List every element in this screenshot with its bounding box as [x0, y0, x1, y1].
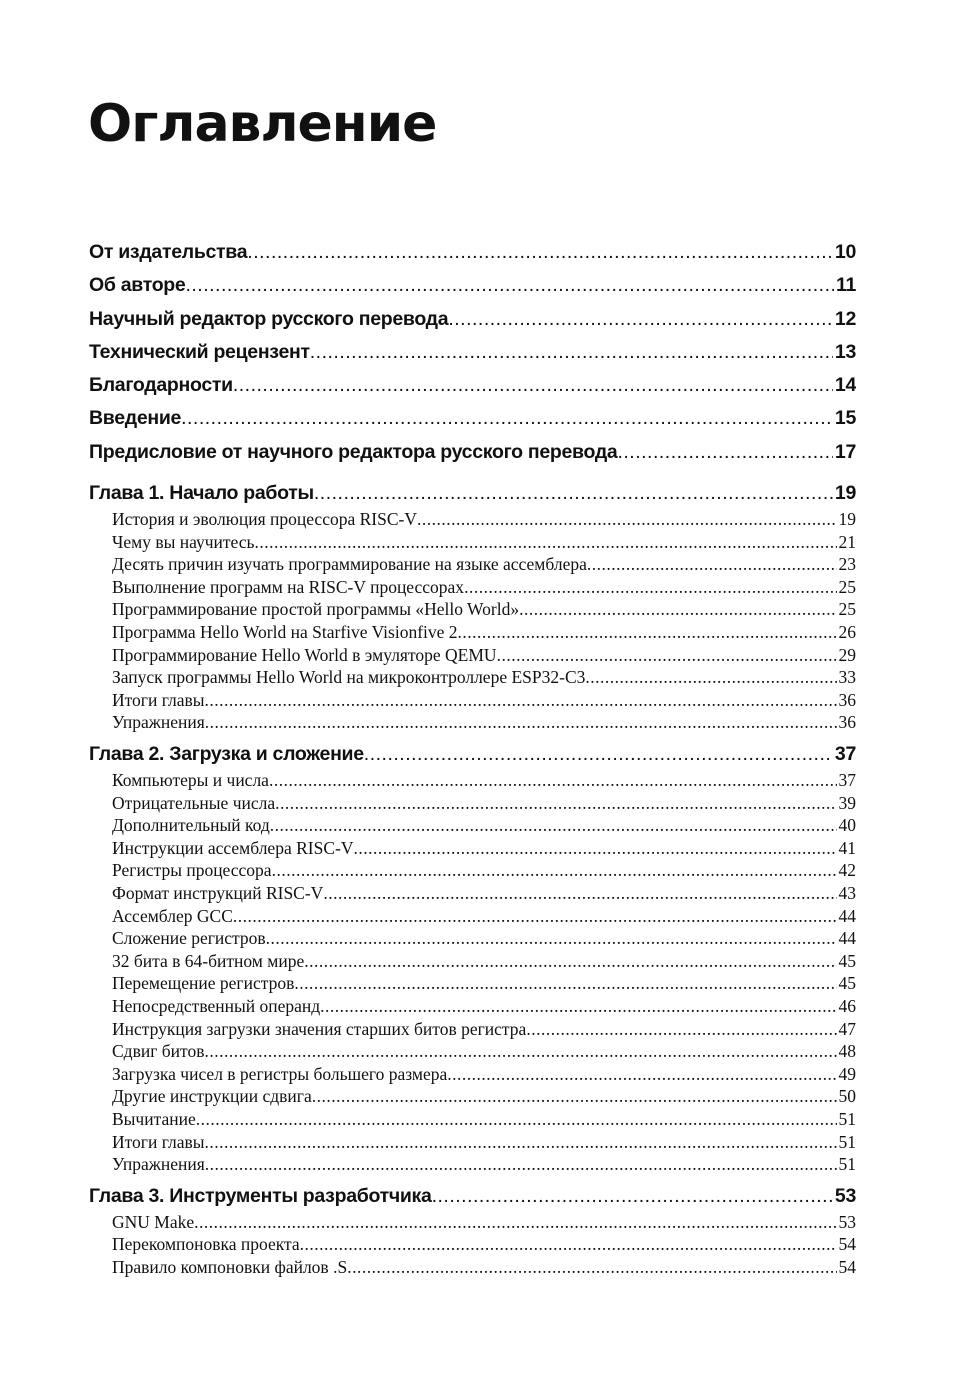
dot-leader — [353, 837, 836, 860]
toc-entry-page-number: 37 — [838, 770, 856, 791]
toc-section-entry[interactable] — [89, 1131, 856, 1154]
toc-entry-title: История и эволюция процессора RISC-V — [112, 509, 417, 530]
dot-leader — [204, 1040, 836, 1063]
toc-entry-page-number: 29 — [838, 644, 856, 665]
toc-entry-page-number: 19 — [838, 509, 856, 530]
toc-entry-title: Формат инструкций RISC-V — [112, 882, 324, 903]
dot-leader — [233, 369, 833, 402]
toc-entry-page-number: 23 — [838, 554, 856, 575]
toc-entry-title: Непосредственный операнд — [112, 995, 321, 1016]
toc-entry-page-number: 42 — [838, 860, 856, 881]
toc-entry-page-number: 51 — [838, 1131, 856, 1152]
toc-entry-title: Чему вы научитесь — [112, 531, 255, 552]
toc-entry-page-number: 12 — [834, 307, 856, 330]
toc-entry-page-number: 26 — [838, 622, 856, 643]
toc-entry-title: Инструкция загрузки значения старших битов регистра — [112, 1018, 527, 1039]
dot-leader — [185, 269, 834, 302]
toc-front-matter-entry[interactable] — [89, 369, 856, 402]
toc-entry-title: Перемещение регистров — [112, 973, 295, 994]
toc-entry-title: 32 бита в 64-битном мире — [112, 950, 305, 971]
toc-front-matter-entry[interactable] — [89, 236, 856, 269]
toc-entry-page-number: 54 — [838, 1256, 856, 1277]
toc-section-entry[interactable] — [89, 508, 856, 531]
dot-leader — [304, 950, 836, 973]
toc-entry-title: Итоги главы — [112, 1131, 205, 1152]
toc-entry-page-number: 11 — [835, 274, 856, 297]
toc-entry-page-number: 13 — [834, 340, 856, 363]
dot-leader — [314, 478, 833, 508]
toc-entry-page-number: 33 — [838, 667, 856, 688]
dot-leader — [519, 598, 836, 621]
toc-entry-title: Выполнение программ на RISC-V процессорах — [112, 576, 465, 597]
toc-section-entry[interactable] — [89, 927, 856, 950]
dot-leader — [205, 1153, 837, 1176]
toc-entry-page-number: 44 — [838, 905, 856, 926]
toc-entry-title: Сложение регистров — [112, 928, 266, 949]
dot-leader — [270, 814, 837, 837]
toc-entry-title: Упражнения — [112, 1154, 205, 1175]
chapter-block — [89, 478, 856, 734]
dot-leader — [300, 1233, 837, 1256]
toc-entry-page-number: 50 — [838, 1086, 856, 1107]
toc-front-matter-entry[interactable] — [89, 436, 856, 469]
toc-entry-title: Глава 1. Начало работы — [89, 482, 314, 505]
dot-leader — [364, 739, 833, 769]
toc-entry-title: Глава 2. Загрузка и сложение — [89, 743, 364, 766]
toc-entry-page-number: 17 — [834, 440, 856, 463]
dot-leader — [205, 711, 837, 734]
toc-entry-title: Правило компоновки файлов .S — [112, 1256, 348, 1277]
toc-entry-page-number: 25 — [838, 576, 856, 597]
toc-entry-page-number: 47 — [838, 1018, 856, 1039]
toc-section-entry[interactable] — [89, 792, 856, 815]
toc-section-entry[interactable] — [89, 711, 856, 734]
dot-leader — [347, 1256, 836, 1279]
dot-leader — [432, 1181, 833, 1211]
dot-leader — [585, 666, 836, 689]
dot-leader — [275, 792, 836, 815]
toc-section-entry[interactable] — [89, 995, 856, 1018]
toc-section-entry[interactable] — [89, 1018, 856, 1041]
toc-section-entry[interactable] — [89, 1233, 856, 1256]
toc-chapter-entry[interactable] — [89, 1181, 856, 1211]
toc-entry-page-number: 39 — [838, 792, 856, 813]
toc-entry-page-number: 37 — [834, 743, 856, 766]
dot-leader — [247, 236, 833, 269]
toc-entry-title: Ассемблер GCC — [112, 905, 233, 926]
toc-front-matter-entry[interactable] — [89, 269, 856, 302]
dot-leader — [196, 1108, 837, 1131]
dot-leader — [464, 576, 836, 599]
toc-entry-page-number: 49 — [838, 1063, 856, 1084]
dot-leader — [266, 927, 837, 950]
toc-entry-title: Регистры процессора — [112, 860, 272, 881]
dot-leader — [205, 1131, 837, 1154]
toc-entry-page-number: 36 — [838, 689, 856, 710]
toc-entry-page-number: 19 — [834, 482, 856, 505]
toc-entry-title: Упражнения — [112, 712, 205, 733]
toc-section-entry[interactable] — [89, 1063, 856, 1086]
toc-entry-title: Программирование простой программы «Hello World» — [112, 599, 520, 620]
toc-section-entry[interactable] — [89, 859, 856, 882]
toc-entry-title: Загрузка чисел в регистры большего размера — [112, 1063, 448, 1084]
toc-section-entry[interactable] — [89, 905, 856, 928]
dot-leader — [312, 1085, 837, 1108]
toc-entry-page-number: 15 — [834, 407, 856, 430]
dot-leader — [272, 859, 837, 882]
toc-entry-page-number: 46 — [838, 995, 856, 1016]
toc-section-entry[interactable] — [89, 769, 856, 792]
toc-entry-title: Инструкции ассемблера RISC-V — [112, 837, 354, 858]
toc-section-entry[interactable] — [89, 598, 856, 621]
toc-entry-title: Итоги главы — [112, 689, 205, 710]
dot-leader — [417, 508, 837, 531]
toc-entry-title: Компьютеры и числа — [112, 770, 269, 791]
toc-section-entry[interactable] — [89, 972, 856, 995]
toc-entry-title: Другие инструкции сдвига — [112, 1086, 312, 1107]
toc-entry-title: От издательства — [89, 241, 248, 263]
toc-section-entry[interactable] — [89, 644, 856, 667]
toc-chapter-entry[interactable] — [89, 739, 856, 769]
toc-entry-page-number: 25 — [838, 599, 856, 620]
dot-leader — [587, 553, 837, 576]
table-of-contents — [89, 236, 856, 1278]
toc-section-entry[interactable] — [89, 1040, 856, 1063]
toc-section-entry[interactable] — [89, 882, 856, 905]
toc-section-entry[interactable] — [89, 1256, 856, 1279]
toc-section-entry[interactable] — [89, 689, 856, 712]
toc-entry-title: Научный редактор русского перевода — [89, 307, 449, 330]
page-title: Оглавление — [88, 94, 437, 154]
toc-entry-page-number: 54 — [838, 1234, 856, 1255]
toc-entry-title: Десять причин изучать программирование на языке ассемблера — [112, 554, 587, 575]
dot-leader — [269, 769, 837, 792]
toc-entry-page-number: 14 — [834, 374, 856, 397]
toc-section-entry[interactable] — [89, 1108, 856, 1131]
dot-leader — [320, 995, 836, 1018]
toc-entry-title: Глава 3. Инструменты разработчика — [89, 1184, 432, 1207]
toc-entry-title: Вычитание — [112, 1108, 196, 1129]
dot-leader — [617, 436, 832, 469]
toc-entry-page-number: 51 — [838, 1154, 856, 1175]
toc-entry-page-number: 21 — [838, 531, 856, 552]
toc-entry-page-number: 10 — [834, 241, 856, 263]
chapter-block — [89, 739, 856, 1176]
dot-leader — [497, 644, 837, 667]
toc-entry-title: Программирование Hello World в эмуляторе QEMU — [112, 644, 497, 665]
dot-leader — [233, 905, 837, 928]
toc-entry-page-number: 41 — [838, 837, 856, 858]
toc-front-matter-entry[interactable] — [89, 402, 856, 435]
toc-section-entry[interactable] — [89, 553, 856, 576]
dot-leader — [448, 303, 833, 336]
dot-leader — [310, 336, 833, 369]
toc-entry-page-number: 36 — [838, 712, 856, 733]
front-matter-list — [89, 236, 856, 469]
toc-entry-page-number: 51 — [838, 1108, 856, 1129]
toc-entry-title: GNU Make — [112, 1211, 195, 1232]
toc-entry-page-number: 53 — [834, 1184, 856, 1207]
toc-front-matter-entry[interactable] — [89, 336, 856, 369]
toc-section-entry[interactable] — [89, 1211, 856, 1234]
toc-entry-page-number: 45 — [838, 950, 856, 971]
dot-leader — [181, 402, 833, 435]
toc-entry-title: Технический рецензент — [89, 340, 310, 363]
toc-front-matter-entry[interactable] — [89, 303, 856, 336]
toc-section-entry[interactable] — [89, 666, 856, 689]
toc-entry-title: Об авторе — [89, 274, 186, 297]
toc-entry-title: Сдвиг битов — [112, 1041, 205, 1062]
dot-leader — [458, 621, 837, 644]
toc-entry-title: Программа Hello World на Starfive Visionfive 2 — [112, 622, 458, 643]
toc-section-entry[interactable] — [89, 950, 856, 973]
toc-entry-title: Введение — [89, 407, 182, 430]
dot-leader — [205, 689, 837, 712]
dot-leader — [255, 531, 837, 554]
toc-entry-page-number: 44 — [838, 928, 856, 949]
dot-leader — [194, 1211, 836, 1234]
toc-entry-title: Отрицательные числа — [112, 792, 276, 813]
dot-leader — [447, 1063, 836, 1086]
toc-section-entry[interactable] — [89, 1085, 856, 1108]
toc-section-entry[interactable] — [89, 837, 856, 860]
toc-entry-page-number: 45 — [838, 973, 856, 994]
toc-entry-title: Запуск программы Hello World на микроконтроллере ESP32-C3 — [112, 667, 586, 688]
toc-section-entry[interactable] — [89, 621, 856, 644]
toc-section-entry[interactable] — [89, 814, 856, 837]
toc-entry-page-number: 43 — [838, 882, 856, 903]
toc-section-entry[interactable] — [89, 531, 856, 554]
toc-chapter-entry[interactable] — [89, 478, 856, 508]
toc-entry-page-number: 40 — [838, 815, 856, 836]
toc-section-entry[interactable] — [89, 576, 856, 599]
toc-entry-title: Перекомпоновка проекта — [112, 1234, 300, 1255]
dot-leader — [323, 882, 836, 905]
toc-entry-title: Дополнительный код — [112, 815, 270, 836]
chapter-list — [89, 478, 856, 1278]
toc-entry-title: Благодарности — [89, 374, 233, 397]
dot-leader — [294, 972, 836, 995]
dot-leader — [526, 1018, 836, 1041]
toc-section-entry[interactable] — [89, 1153, 856, 1176]
toc-entry-page-number: 48 — [838, 1041, 856, 1062]
toc-entry-title: Предисловие от научного редактора русского перевода — [89, 440, 618, 463]
chapter-block — [89, 1181, 856, 1279]
toc-entry-page-number: 53 — [838, 1211, 856, 1232]
